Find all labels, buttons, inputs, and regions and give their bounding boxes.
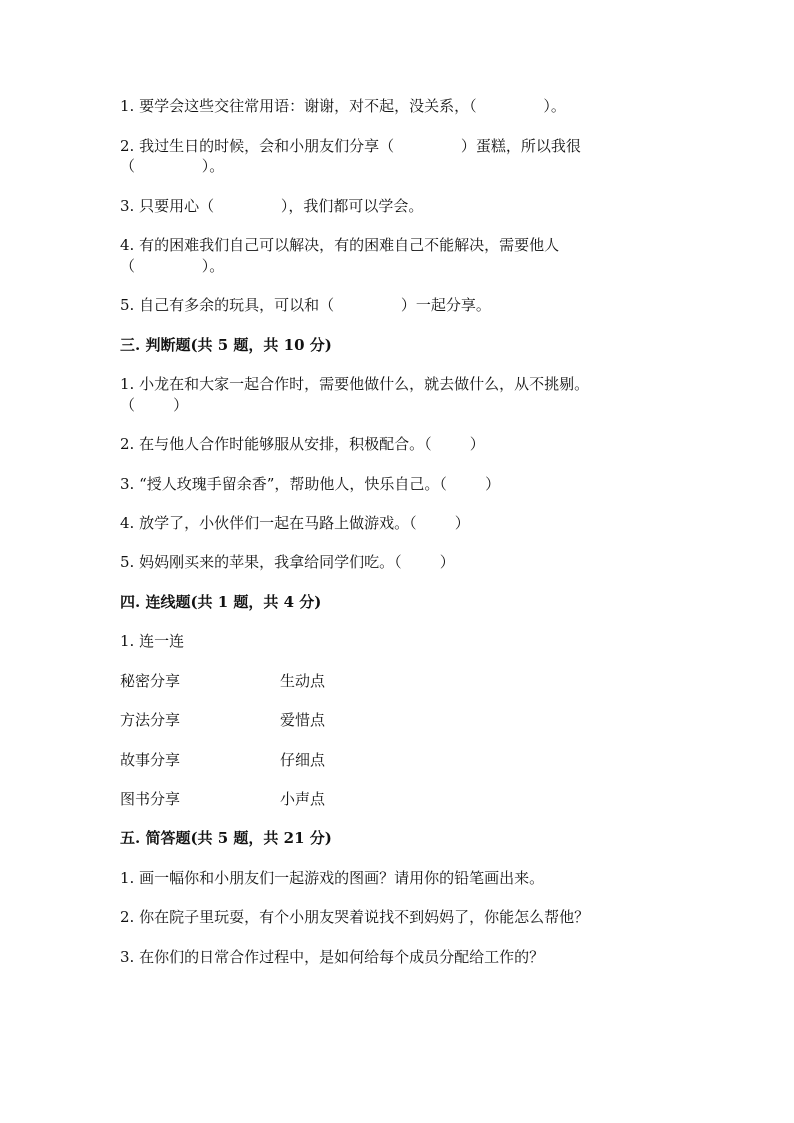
fill-question-2-line-1: 2. 我过生日的时候，会和小朋友们分享（ ）蛋糕，所以我很 <box>120 137 581 155</box>
match-right-item: 小声点 <box>280 790 326 808</box>
judge-question-1-line-2: （ ） <box>120 396 189 414</box>
match-right-item: 仔细点 <box>280 751 326 769</box>
match-right-item: 生动点 <box>280 672 326 690</box>
judge-question-2: 2. 在与他人合作时能够服从安排，积极配合。（ ） <box>120 435 485 453</box>
fill-question-3: 3. 只要用心（ ），我们都可以学会。 <box>120 197 424 215</box>
match-left-item: 故事分享 <box>120 751 181 769</box>
fill-question-1: 1. 要学会这些交往常用语：谢谢，对不起，没关系，（ ）。 <box>120 97 566 115</box>
match-left-item: 方法分享 <box>120 711 181 729</box>
section-heading-short-answer: 五. 简答题(共 5 题，共 21 分) <box>120 829 332 847</box>
short-question-1: 1. 画一幅你和小朋友们一起游戏的图画？请用你的铅笔画出来。 <box>120 869 545 887</box>
match-question-1: 1. 连一连 <box>120 632 185 650</box>
match-left-item: 秘密分享 <box>120 672 181 690</box>
fill-question-5: 5. 自己有多余的玩具，可以和（ ）一起分享。 <box>120 296 491 314</box>
fill-question-4-line-2: （ ）。 <box>120 257 225 275</box>
fill-question-2-line-2: （ ）。 <box>120 157 225 175</box>
judge-question-5: 5. 妈妈刚买来的苹果，我拿给同学们吃。（ ） <box>120 553 455 571</box>
match-left-item: 图书分享 <box>120 790 181 808</box>
judge-question-4: 4. 放学了，小伙伴们一起在马路上做游戏。（ ） <box>120 514 470 532</box>
judge-question-1-line-1: 1. 小龙在和大家一起合作时，需要他做什么，就去做什么，从不挑剔。 <box>120 375 590 393</box>
short-question-3: 3. 在你们的日常合作过程中，是如何给每个成员分配给工作的？ <box>120 948 545 966</box>
match-right-item: 爱惜点 <box>280 711 326 729</box>
section-heading-match: 四. 连线题(共 1 题，共 4 分) <box>120 593 322 611</box>
section-heading-judge: 三. 判断题(共 5 题，共 10 分) <box>120 336 332 354</box>
fill-question-4-line-1: 4. 有的困难我们自己可以解决，有的困难自己不能解决，需要他人 <box>120 236 560 254</box>
judge-question-3: 3. “授人玫瑰手留余香”，帮助他人，快乐自己。（ ） <box>120 475 501 493</box>
short-question-2: 2. 你在院子里玩耍，有个小朋友哭着说找不到妈妈了，你能怎么帮他？ <box>120 908 590 926</box>
